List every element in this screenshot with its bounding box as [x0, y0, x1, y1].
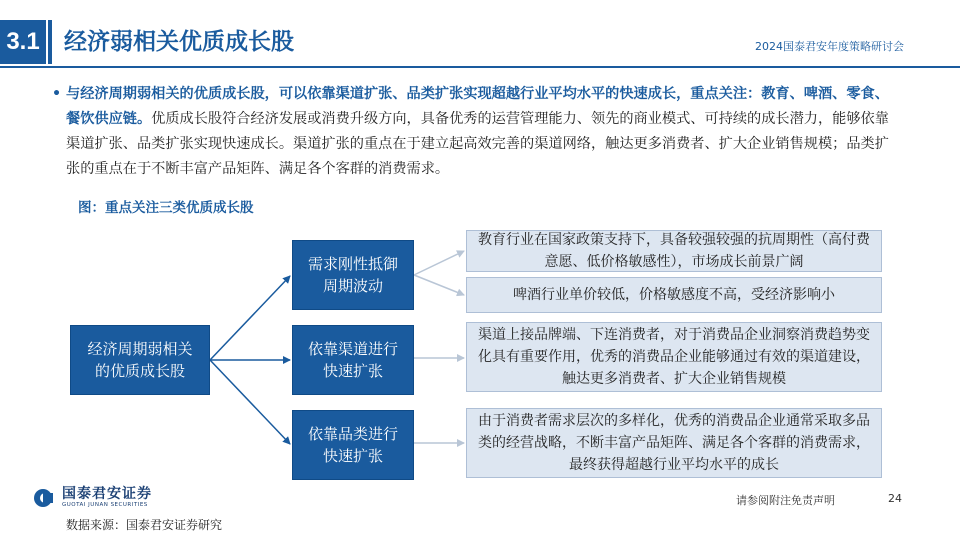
description-text: 由于消费者需求层次的多样化，优秀的消费品企业通常采取多品类的经营战略，不断丰富产品矩阵、满足各个客群的消费需求，最终获得超越行业平均水平的成长	[478, 413, 870, 473]
bullet-dot: •	[52, 86, 62, 102]
bullet-paragraph	[52, 82, 898, 182]
branch-node-category-expansion	[292, 410, 414, 480]
data-source: 数据来源：国泰君安证券研究	[66, 518, 223, 532]
connector-root-to-branch-3	[210, 360, 290, 444]
header-rule	[0, 66, 960, 68]
branch-node-label: 需求刚性抵御周期波动	[307, 255, 398, 295]
branch-node-demand-rigidity	[292, 240, 414, 310]
connector-branch-1-to-desc-2	[414, 275, 464, 295]
logo-name-en: GUOTAI JUNAN SECURITIES	[62, 502, 148, 508]
bullet-body: 优质成长股符合经济发展或消费升级方向，具备优秀的运营管理能力、领先的商业模式、可持续的成长潜力，能够依靠渠道扩张、品类扩张实现快速成长。渠道扩张的重点在于建立起高效完善的渠道网络，触达更多消费者、扩大企业销售规模；品类扩张的重点在于不断丰富产品矩阵、满足各个客群的消费需求。	[66, 111, 889, 177]
connector-branch-1-to-desc-1	[414, 251, 464, 275]
section-number: 3.1	[0, 20, 46, 64]
section-divider	[48, 20, 52, 64]
connector-root-to-branch-1	[210, 276, 290, 360]
description-box-education	[466, 230, 882, 272]
branch-node-label: 依靠品类进行快速扩张	[307, 425, 398, 465]
logo-mark-icon	[34, 489, 56, 507]
branch-node-label: 依靠渠道进行快速扩张	[307, 340, 398, 380]
description-text: 啤酒行业单价较低，价格敏感度不高，受经济影响小	[513, 287, 835, 303]
figure-caption: 图：重点关注三类优质成长股	[78, 200, 254, 216]
description-text: 教育行业在国家政策支持下，具备较强较强的抗周期性（高付费意愿、低价格敏感性），市场成长前景广阔	[478, 232, 870, 270]
description-box-category	[466, 408, 882, 478]
diagram-root-node	[70, 325, 210, 395]
report-name: 2024国泰君安年度策略研讨会	[755, 40, 904, 53]
company-logo	[34, 486, 152, 509]
page-title: 经济弱相关优质成长股	[64, 29, 294, 55]
logo-name-cn: 国泰君安证券	[62, 486, 152, 502]
bullet-highlight: 与经济周期弱相关的优质成长股，可以依靠渠道扩张、品类扩张实现超越行业平均水平的快速成长，重点关注：教育、啤酒、零食、餐饮供应链。	[66, 86, 889, 127]
description-text: 渠道上接品牌端、下连消费者，对于消费品企业洞察消费趋势变化具有重要作用，优秀的消费品企业能够通过有效的渠道建设，触达更多消费者、扩大企业销售规模	[478, 327, 870, 387]
disclaimer-note: 请参阅附注免责声明	[736, 494, 835, 507]
branch-node-channel-expansion	[292, 325, 414, 395]
root-node-label: 经济周期弱相关的优质成长股	[87, 340, 193, 380]
description-box-channel	[466, 322, 882, 392]
description-box-beer	[466, 277, 882, 313]
page-number: 24	[888, 492, 902, 505]
